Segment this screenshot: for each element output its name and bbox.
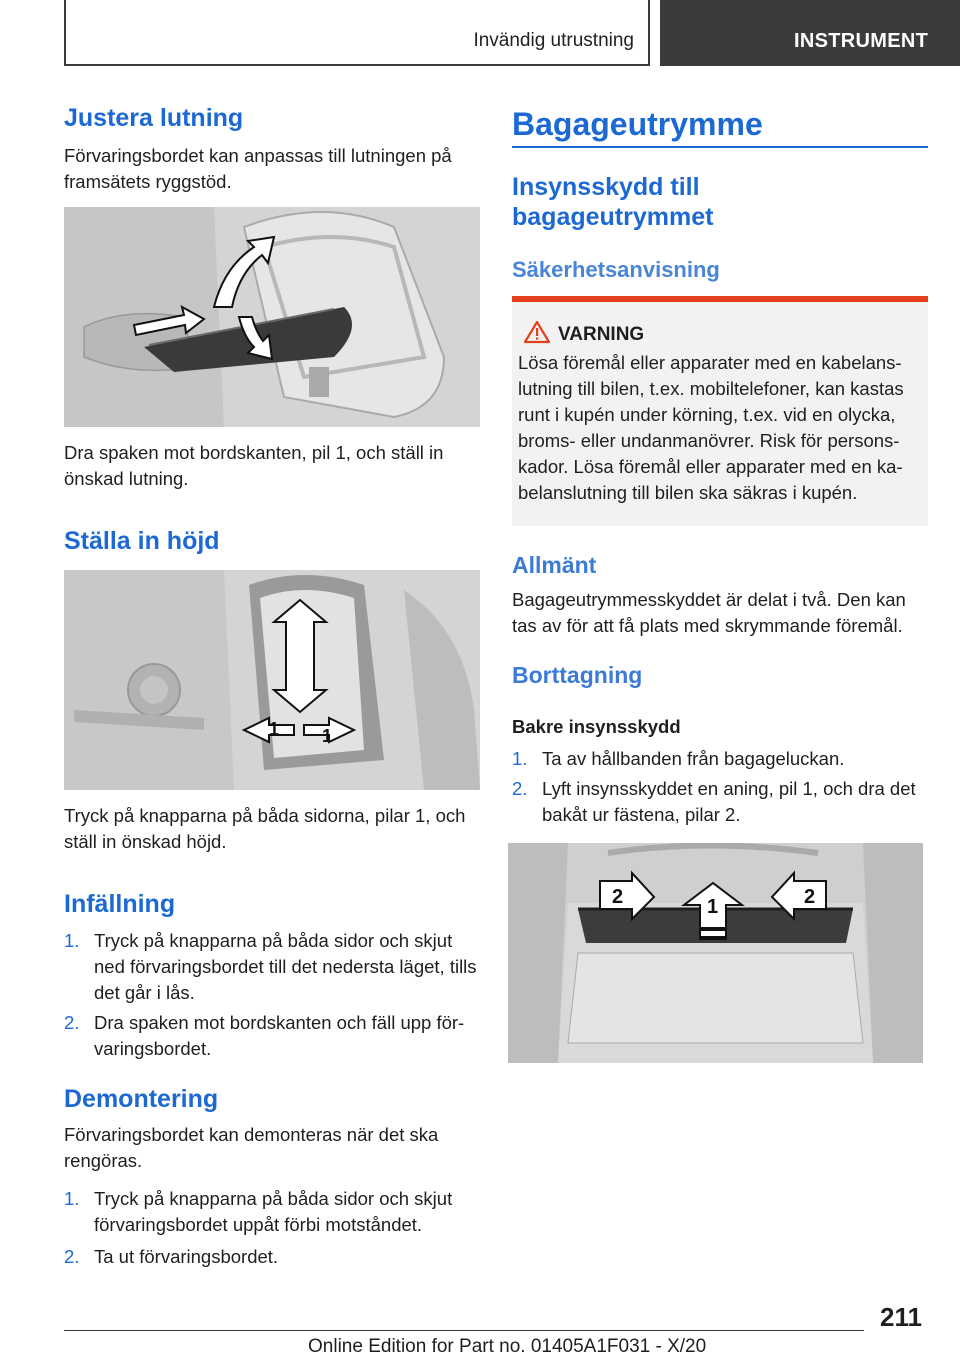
- header-chapter-title: INSTRUMENT: [794, 30, 929, 52]
- fold-step-2: 2. Dra spaken mot bordskanten och fäll upp för-varingsbordet.: [64, 1012, 465, 1059]
- fold-steps: [64, 928, 478, 1062]
- height-figure: [64, 570, 480, 790]
- warning-label: VARNING: [558, 324, 645, 345]
- warning-bar: [512, 296, 928, 302]
- safety-heading: Säkerhetsanvisning: [512, 257, 720, 282]
- height-illustration: [64, 570, 480, 790]
- warning-triangle-icon: [524, 320, 550, 344]
- adjust-tilt-intro: Förvaringsbordet kan anpassas till lutningen på framsätets ryggstöd.: [64, 145, 452, 192]
- cover-illustration: [508, 843, 923, 1063]
- removal-step-2: 2. Lyft insynsskyddet en aning, pil 1, och dra det bakåt ur fästena, pilar 2.: [512, 778, 916, 825]
- fold-heading: Infällning: [64, 890, 176, 918]
- height-figure-label-left: 1: [269, 719, 280, 739]
- title-divider: [512, 146, 928, 148]
- removal-steps: [512, 746, 928, 828]
- rear-cover-heading: Bakre insynsskydd: [512, 716, 681, 737]
- removal-heading: Borttagning: [512, 662, 643, 688]
- warning-text: Lösa föremål eller apparater med en kabelans-lutning till bilen, t.ex. mobiltelefoner, kan kastas runt i kupén under körning, t.ex. vid en olycka, broms- eller undanmanövrer. Risk för persons-kador. Lösa föremål eller apparater med en ka-belanslutning till bilen ska säkras i kupén.: [518, 352, 904, 503]
- tilt-illustration: [64, 207, 480, 427]
- demount-step-1: 1. Tryck på knapparna på båda sidor och skjut förvaringsbordet uppåt förbi motståndet.: [64, 1188, 453, 1235]
- cover-heading: Insynsskydd till bagageutrymmet: [512, 173, 714, 231]
- adjust-tilt-caption: Dra spaken mot bordskanten, pil 1, och ställ in önskad lutning.: [64, 442, 444, 489]
- warning-box: [512, 296, 928, 526]
- demount-step-2: 2. Ta ut förvaringsbordet.: [64, 1246, 279, 1267]
- footer-edition: Online Edition for Part no. 01405A1F031 - X/20: [308, 1336, 707, 1357]
- demount-heading: Demontering: [64, 1085, 219, 1113]
- set-height-heading: Ställa in höjd: [64, 527, 220, 555]
- luggage-heading: Bagageutrymme: [512, 106, 763, 142]
- general-heading: Allmänt: [512, 552, 597, 578]
- fold-step-1: 1. Tryck på knapparna på båda sidor och skjut ned förvaringsbordet till det nedersta läget, tills det går i lås.: [64, 930, 477, 1003]
- cover-figure: [508, 843, 923, 1063]
- footer-divider: [64, 1330, 864, 1331]
- header-section-title: Invändig utrustning: [473, 30, 634, 51]
- adjust-tilt-heading: Justera lutning: [64, 104, 244, 132]
- page-number: 211: [880, 1302, 922, 1332]
- header-chapter-box: [660, 0, 960, 66]
- general-text: Bagageutrymmesskyddet är delat i två. Den kan tas av för att få plats med skrymmande föremål.: [512, 589, 906, 636]
- set-height-caption: Tryck på knapparna på båda sidorna, pilar 1, och ställ in önskad höjd.: [64, 805, 466, 852]
- demount-steps: [64, 1186, 478, 1270]
- cover-figure-label-center: 1: [707, 896, 719, 918]
- tilt-figure: [64, 207, 480, 427]
- height-figure-label-right: 1: [322, 726, 333, 746]
- removal-step-1: 1. Ta av hållbanden från bagageluckan.: [512, 748, 845, 769]
- cover-figure-label-left: 2: [612, 886, 624, 908]
- header-section-box: [64, 0, 650, 66]
- cover-figure-label-right: 2: [804, 886, 816, 908]
- demount-intro: Förvaringsbordet kan demonteras när det ska rengöras.: [64, 1124, 439, 1171]
